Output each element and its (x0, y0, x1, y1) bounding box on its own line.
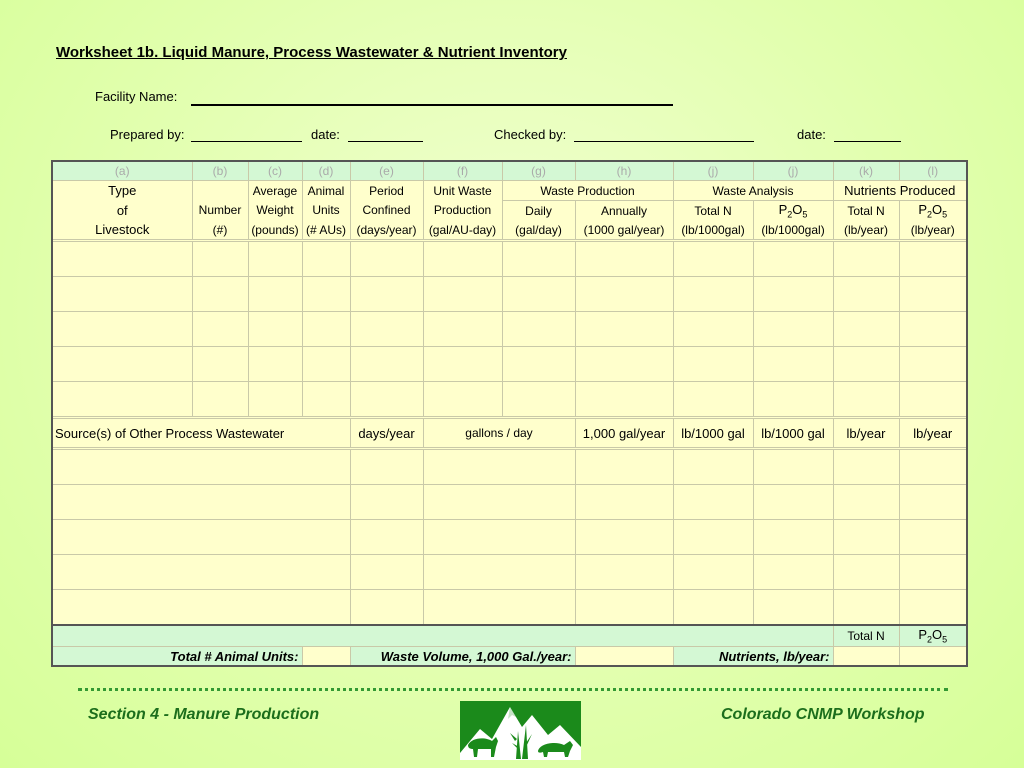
col-letter-e: (e) (350, 161, 423, 181)
cell-source[interactable] (52, 450, 350, 485)
unit-aus: (# AUs) (302, 220, 350, 240)
col-letter-k: (k) (833, 161, 899, 181)
cell-produced-n[interactable] (833, 485, 899, 520)
worksheet-title: Worksheet 1b. Liquid Manure, Process Wastewater & Nutrient Inventory (56, 44, 567, 61)
p-subscript: 2 (927, 209, 933, 220)
header-waste-production: Waste Production (502, 181, 673, 201)
cell-produced-p[interactable] (899, 450, 967, 485)
col-letter-h: (h) (575, 161, 673, 181)
source-row (52, 590, 967, 626)
checked-by-label: Checked by: (494, 127, 567, 142)
header-animal: Animal (302, 181, 350, 201)
cell-gallons[interactable] (423, 520, 575, 555)
cell-weight[interactable] (248, 242, 302, 277)
cell-type[interactable] (52, 382, 192, 417)
cell-analysis-n[interactable] (673, 312, 753, 347)
o-subscript: 5 (802, 209, 808, 220)
checked-date-label: date: (797, 127, 826, 142)
cell-daily[interactable] (502, 242, 575, 277)
footer-workshop-label: Colorado CNMP Workshop (721, 706, 925, 723)
cell-type[interactable] (52, 312, 192, 347)
cell-analysis-n[interactable] (673, 555, 753, 590)
o-symbol: O (932, 627, 943, 643)
cell-production[interactable] (423, 242, 502, 277)
cell-annually[interactable] (575, 347, 673, 382)
prepared-date-field[interactable] (348, 141, 423, 142)
source-row (52, 555, 967, 590)
cell-daily[interactable] (502, 347, 575, 382)
header-produced-total-n: Total N (833, 201, 899, 221)
cell-produced-p[interactable] (899, 485, 967, 520)
cell-number[interactable] (192, 277, 248, 312)
waste-volume-cell[interactable] (575, 647, 673, 667)
col-letter-c: (c) (248, 161, 302, 181)
cell-gallons[interactable] (423, 450, 575, 485)
cell-analysis-p[interactable] (753, 382, 833, 417)
source-row (52, 450, 967, 485)
o-symbol: O (932, 201, 943, 217)
total-animal-units-cell[interactable] (302, 647, 350, 667)
cell-days[interactable] (350, 590, 423, 626)
cell-analysis-p[interactable] (753, 485, 833, 520)
totals-spacer (52, 625, 833, 647)
header-nutrients-produced: Nutrients Produced (833, 181, 967, 201)
col-letter-f: (f) (423, 161, 502, 181)
cell-produced-n[interactable] (833, 277, 899, 312)
cell-analysis-p[interactable] (753, 312, 833, 347)
col-letter-b: (b) (192, 161, 248, 181)
cell-number[interactable] (192, 242, 248, 277)
header-produced-p2o5 (899, 201, 967, 221)
cell-confined[interactable] (350, 347, 423, 382)
totals-total-n-label: Total N (833, 625, 899, 647)
header-weight: Weight (248, 201, 302, 221)
cell-number[interactable] (192, 382, 248, 417)
facility-name-label: Facility Name: (95, 89, 178, 104)
cell-analysis-p[interactable] (753, 277, 833, 312)
facility-name-field[interactable] (191, 104, 673, 106)
cell-days[interactable] (350, 450, 423, 485)
source-produced-n-label: lb/year (833, 419, 899, 448)
cell-produced-n[interactable] (833, 555, 899, 590)
cell-weight[interactable] (248, 382, 302, 417)
cell-units[interactable] (302, 312, 350, 347)
cell-analysis-n[interactable] (673, 590, 753, 626)
cell-produced-p[interactable] (899, 520, 967, 555)
source-row (52, 520, 967, 555)
col-letter-g: (g) (502, 161, 575, 181)
cell-weight[interactable] (248, 312, 302, 347)
unit-confined: (days/year) (350, 220, 423, 240)
cell-produced-n[interactable] (833, 242, 899, 277)
unit-daily: (gal/day) (502, 220, 575, 240)
header-livestock: Livestock (52, 220, 192, 240)
cell-type[interactable] (52, 347, 192, 382)
cell-analysis-n[interactable] (673, 382, 753, 417)
header-number-blank (192, 181, 248, 201)
cell-analysis-p[interactable] (753, 555, 833, 590)
footer-section-label: Section 4 - Manure Production (88, 706, 320, 723)
source-analysis-p-label: lb/1000 gal (753, 419, 833, 448)
cell-gallons[interactable] (423, 485, 575, 520)
cell-gallons[interactable] (423, 555, 575, 590)
cell-production[interactable] (423, 277, 502, 312)
nutrients-p2o5-cell[interactable] (899, 647, 967, 667)
cell-days[interactable] (350, 520, 423, 555)
cell-confined[interactable] (350, 242, 423, 277)
header-analysis-p2o5 (753, 201, 833, 221)
cell-produced-n[interactable] (833, 382, 899, 417)
col-letter-d: (d) (302, 161, 350, 181)
cell-annually[interactable] (575, 242, 673, 277)
unit-weight: (pounds) (248, 220, 302, 240)
totals-p2o5-label (899, 625, 967, 647)
cnmp-logo-icon (460, 701, 581, 760)
cell-produced-n[interactable] (833, 347, 899, 382)
header-daily: Daily (502, 201, 575, 221)
cell-units[interactable] (302, 347, 350, 382)
unit-produced-p: (lb/year) (899, 220, 967, 240)
unit-analysis-p: (lb/1000gal) (753, 220, 833, 240)
p-symbol: P (918, 201, 927, 217)
cell-units[interactable] (302, 242, 350, 277)
livestock-row (52, 347, 967, 382)
header-unit-waste: Unit Waste (423, 181, 502, 201)
header-analysis-total-n: Total N (673, 201, 753, 221)
cell-days[interactable] (350, 485, 423, 520)
cell-produced-p[interactable] (899, 242, 967, 277)
cell-analysis-n[interactable] (673, 242, 753, 277)
p-subscript: 2 (927, 634, 933, 645)
source-annual-label: 1,000 gal/year (575, 419, 673, 448)
livestock-row (52, 277, 967, 312)
cell-annual[interactable] (575, 485, 673, 520)
cell-annual[interactable] (575, 555, 673, 590)
source-days-label: days/year (350, 419, 423, 448)
cell-annually[interactable] (575, 382, 673, 417)
nutrients-label: Nutrients, lb/year: (673, 647, 833, 667)
cell-produced-p[interactable] (899, 590, 967, 626)
col-letter-a: (a) (52, 161, 192, 181)
prepared-date-label: date: (311, 127, 340, 142)
cell-produced-n[interactable] (833, 312, 899, 347)
cell-annually[interactable] (575, 312, 673, 347)
cell-type[interactable] (52, 242, 192, 277)
waste-volume-label: Waste Volume, 1,000 Gal./year: (350, 647, 575, 667)
livestock-row (52, 242, 967, 277)
cell-analysis-p[interactable] (753, 242, 833, 277)
cell-production[interactable] (423, 382, 502, 417)
cell-units[interactable] (302, 382, 350, 417)
cell-daily[interactable] (502, 277, 575, 312)
cell-produced-p[interactable] (899, 347, 967, 382)
cell-production[interactable] (423, 347, 502, 382)
cell-annual[interactable] (575, 590, 673, 626)
unit-number: (#) (192, 220, 248, 240)
header-number: Number (192, 201, 248, 221)
cell-produced-n[interactable] (833, 450, 899, 485)
p-symbol: P (778, 201, 788, 217)
header-waste-analysis: Waste Analysis (673, 181, 833, 201)
cell-annual[interactable] (575, 520, 673, 555)
cell-number[interactable] (192, 347, 248, 382)
cell-daily[interactable] (502, 312, 575, 347)
cell-produced-p[interactable] (899, 312, 967, 347)
cell-confined[interactable] (350, 312, 423, 347)
cell-produced-p[interactable] (899, 555, 967, 590)
cell-confined[interactable] (350, 277, 423, 312)
checked-by-field[interactable] (574, 141, 754, 142)
source-produced-p-label: lb/year (899, 419, 967, 448)
header-annually: Annually (575, 201, 673, 221)
cell-produced-n[interactable] (833, 590, 899, 626)
unit-annually: (1000 gal/year) (575, 220, 673, 240)
header-period: Period (350, 181, 423, 201)
cell-annually[interactable] (575, 277, 673, 312)
cell-type[interactable] (52, 277, 192, 312)
livestock-row (52, 312, 967, 347)
unit-produced-n: (lb/year) (833, 220, 899, 240)
header-type: Type (52, 181, 192, 201)
source-wastewater-label: Source(s) of Other Process Wastewater (52, 419, 350, 448)
cell-units[interactable] (302, 277, 350, 312)
livestock-row (52, 382, 967, 417)
source-analysis-n-label: lb/1000 gal (673, 419, 753, 448)
cell-analysis-p[interactable] (753, 450, 833, 485)
cell-analysis-p[interactable] (753, 590, 833, 626)
cell-analysis-n[interactable] (673, 520, 753, 555)
cell-weight[interactable] (248, 347, 302, 382)
header-of: of (52, 201, 192, 221)
cell-produced-n[interactable] (833, 520, 899, 555)
cell-analysis-n[interactable] (673, 347, 753, 382)
unit-analysis-n: (lb/1000gal) (673, 220, 753, 240)
cell-source[interactable] (52, 555, 350, 590)
cell-source[interactable] (52, 590, 350, 626)
cell-analysis-p[interactable] (753, 520, 833, 555)
checked-date-field[interactable] (834, 141, 901, 142)
p-symbol: P (918, 627, 927, 643)
cell-production[interactable] (423, 312, 502, 347)
col-letter-j2: (j) (753, 161, 833, 181)
cell-analysis-n[interactable] (673, 450, 753, 485)
total-animal-units-label: Total # Animal Units: (52, 647, 302, 667)
cell-confined[interactable] (350, 382, 423, 417)
cell-daily[interactable] (502, 382, 575, 417)
header-units: Units (302, 201, 350, 221)
cell-produced-p[interactable] (899, 277, 967, 312)
col-letter-l: (l) (899, 161, 967, 181)
source-gallons-label: gallons / day (423, 419, 575, 448)
nutrients-total-n-cell[interactable] (833, 647, 899, 667)
cell-analysis-p[interactable] (753, 347, 833, 382)
prepared-by-label: Prepared by: (110, 127, 185, 142)
o-subscript: 5 (942, 634, 948, 645)
cell-weight[interactable] (248, 277, 302, 312)
cell-analysis-n[interactable] (673, 277, 753, 312)
footer-divider (78, 688, 948, 691)
header-confined: Confined (350, 201, 423, 221)
source-row (52, 485, 967, 520)
unit-production: (gal/AU-day) (423, 220, 502, 240)
p-subscript: 2 (787, 209, 793, 220)
o-symbol: O (792, 201, 803, 217)
cell-days[interactable] (350, 555, 423, 590)
cell-annual[interactable] (575, 450, 673, 485)
cell-source[interactable] (52, 520, 350, 555)
cell-analysis-n[interactable] (673, 485, 753, 520)
cell-number[interactable] (192, 312, 248, 347)
col-letter-j1: (j) (673, 161, 753, 181)
cell-source[interactable] (52, 485, 350, 520)
o-subscript: 5 (942, 209, 948, 220)
header-average: Average (248, 181, 302, 201)
inventory-table (51, 160, 968, 667)
cell-gallons[interactable] (423, 590, 575, 626)
header-production: Production (423, 201, 502, 221)
cell-produced-p[interactable] (899, 382, 967, 417)
prepared-by-field[interactable] (191, 141, 302, 142)
